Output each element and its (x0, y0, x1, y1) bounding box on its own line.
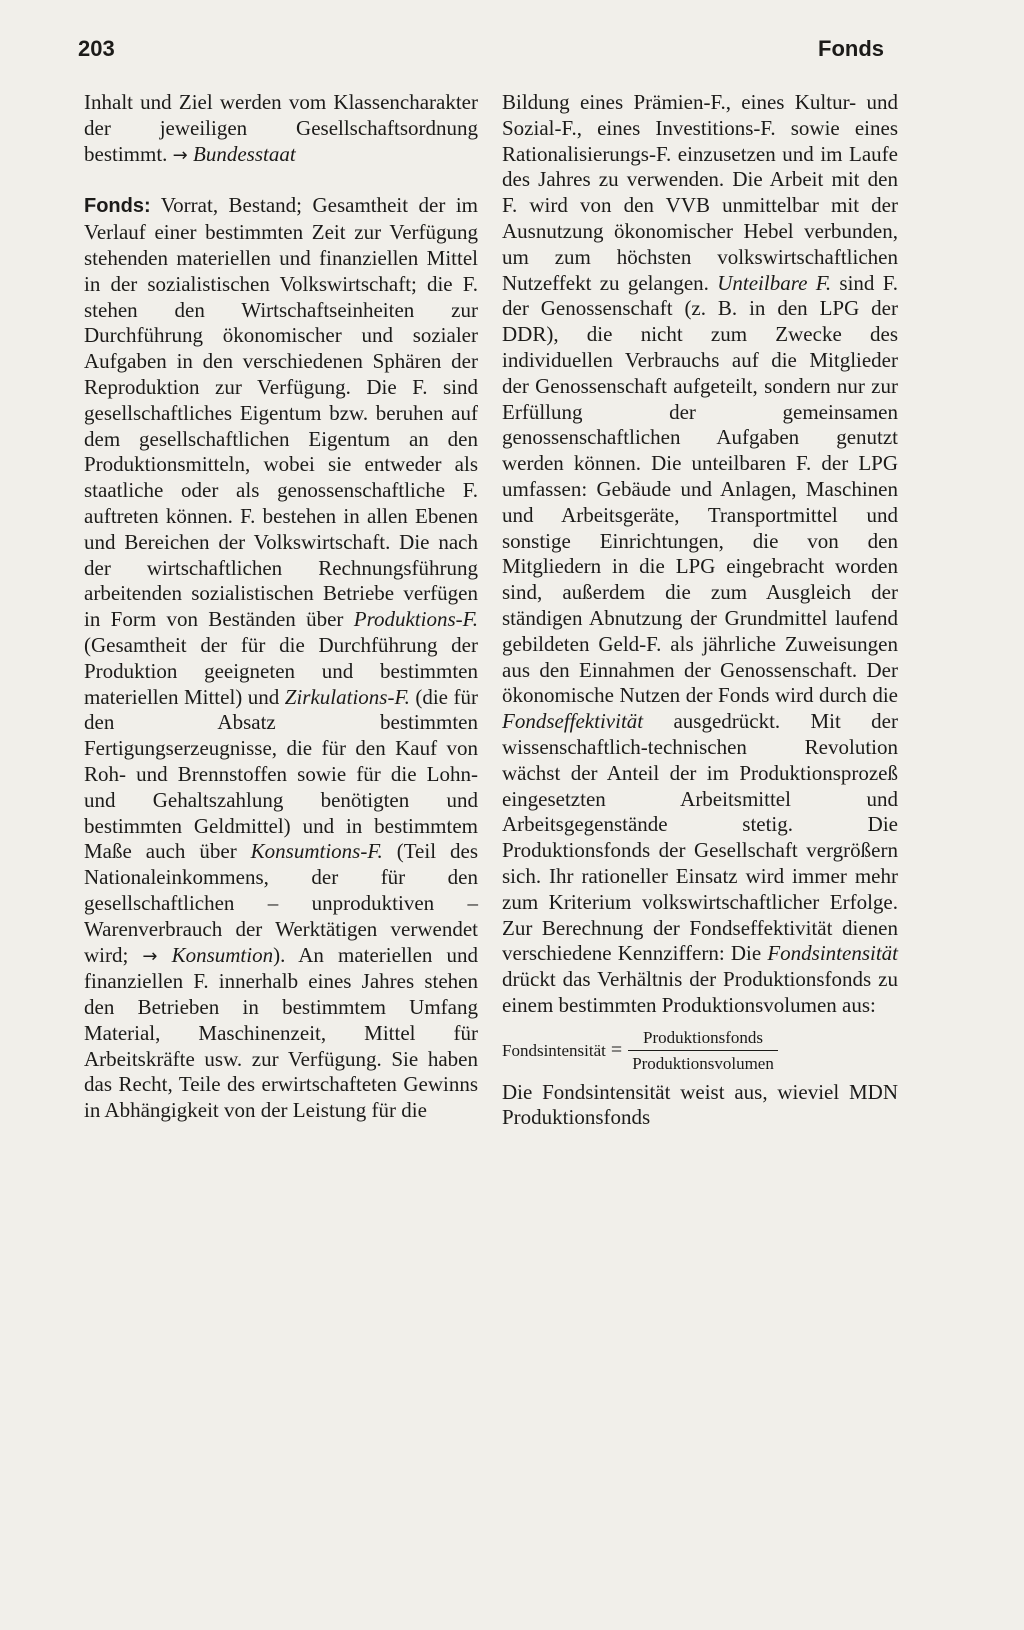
entry-continuation (84, 90, 478, 168)
text: ausgedrückt. Mit der wissenschaftlich-technischen Revolution wächst der Anteil der im Produktionsprozeß eingesetzten Arbeitsmittel und Arbeitsgegenstände stetig. Die Produktionsfonds der Gesellschaft vergrößern sich. Ihr rationeller Einsatz wird immer mehr zum Kriterium volkswirtschaftlicher Erfolge. Zur Berechnung der Fondseffektivität dienen verschiedene Kennziffern: Die (502, 709, 898, 966)
text: Inhalt und Ziel werden vom Klassencharakter der jeweiligen Gesellschaftsordnung bestimmt. (84, 90, 478, 166)
italic-term: Fondseffektivität (502, 709, 644, 734)
italic-term: Zirkulations-F. (284, 684, 410, 709)
running-head-word: Fonds (818, 36, 884, 61)
fraction (628, 1027, 778, 1074)
arrow-right-icon: → (172, 144, 188, 166)
arrow-right-icon: → (142, 945, 158, 967)
text: sind F. der Genossenschaft (z. B. in den LPG der DDR), die nicht zum Zwecke des individuellen Verbrauchs auf die Mitglieder der Genossenschaft aufgeteilt, sondern nur zur Erfüllung der gemeinsamen genossenschaftlichen Aufgaben genutzt werden können. Die unteilbaren F. der LPG umfassen: Gebäude und Anlagen, Maschinen und Arbeitsgeräte, Transportmittel und sonstige Einrichtungen, die von den Mitgliedern in die LPG eingebracht worden sind, außerdem die zum Ausgleich der ständigen Abnutzung der Grundmittel laufend gebildeten Geld-F. als jährliche Zuweisungen aus den Einnahmen der Genossenschaft. Der ökonomische Nutzen der Fonds wird durch die (502, 270, 898, 708)
text: drückt das Verhältnis der Produktionsfonds zu einem bestimmten Produktionsvolumen aus: (502, 967, 898, 1017)
cross-reference: Konsumtion (171, 942, 274, 967)
italic-term: Fondsintensität (767, 941, 898, 966)
cross-reference: Bundesstaat (193, 141, 296, 166)
text: (Teil des Nationaleinkommens, der für den gesellschaftlichen – unproduktiven – Warenverbrauch der Werktätigen verwendet wird; (84, 839, 478, 967)
entry-fonds-continued-2 (502, 1080, 898, 1132)
text: Bildung eines Prämien-F., eines Kultur- und Sozial-F., eines Investitions-F. sowie eines Rationalisierungs-F. einzusetzen und im Laufe des Jahres zu verwenden. Die Arbeit mit den F. wird von den VVB unmittelbar mit der Ausnutzung ökonomischer Hebel verbunden, um zum höchsten volkswirtschaftlichen Nutzeffekt zu gelangen. (502, 90, 898, 295)
text: Vorrat, Bestand; Gesamtheit der im Verlauf einer bestimmten Zeit zur Verfügung stehenden materiellen und finanziellen Mittel in der sozialistischen Volkswirtschaft; die F. stehen den Wirtschaftseinheiten zur Durchführung ökonomischer und sozialer Aufgaben in den verschiedenen Sphären der Reproduktion zur Verfügung. Die F. sind gesellschaftliches Eigentum bzw. beruhen auf dem gesellschaftlichen Eigentum an den Produktionsmitteln, wobei sie entweder als staatliche oder als genossenschaftliche F. auftreten können. F. bestehen in allen Ebenen und Bereichen der Volkswirtschaft. Die nach der wirtschaftlichen Rechnungsführung arbeitenden sozialistischen Betriebe verfügen in Form von Beständen über (84, 193, 478, 632)
italic-term: Konsumtions-F. (250, 839, 383, 864)
entry-fonds (84, 193, 478, 1124)
fraction-numerator: Produktionsfonds (643, 1027, 763, 1047)
entry-term: Fonds: (84, 195, 151, 218)
italic-term: Produktions-F. (353, 607, 478, 632)
right-column (502, 90, 898, 1131)
text: ). An materiellen und finanziellen F. innerhalb eines Jahres stehen den Betrieben in bestimmtem Umfang Material, Maschinenzeit, Mittel für Arbeitskräfte usw. zur Verfügung. Sie haben das Recht, Teile des erwirtschafteten Gewinns in Abhängigkeit von der Leistung für die (84, 942, 479, 1123)
italic-term: Unteilbare F. (717, 270, 832, 295)
paragraph-gap (84, 168, 478, 193)
text: Die Fondsintensität weist aus, wieviel MDN Produktionsfonds (502, 1079, 898, 1130)
page-number: 203 (78, 36, 115, 61)
text: (Gesamtheit der für die Durchführung der Produktion geeigneten und bestimmten materiellen Mittel) und (84, 632, 478, 709)
entry-fonds-continued (502, 90, 898, 1019)
formula-fondsintensitaet (502, 1027, 898, 1074)
text: (die für den Absatz bestimmten Fertigungserzeugnisse, die für den Kauf von Roh- und Brennstoffen sowie für die Lohn- und Gehaltszahlung benötigten und bestimmten Geldmittel) und in bestimmtem Maße auch über (84, 684, 478, 864)
fraction-denominator: Produktionsvolumen (628, 1050, 778, 1074)
equals-sign: = (610, 1038, 623, 1061)
left-column (84, 90, 478, 1124)
formula-lhs: Fondsintensität (502, 1040, 606, 1060)
running-head (78, 36, 884, 76)
